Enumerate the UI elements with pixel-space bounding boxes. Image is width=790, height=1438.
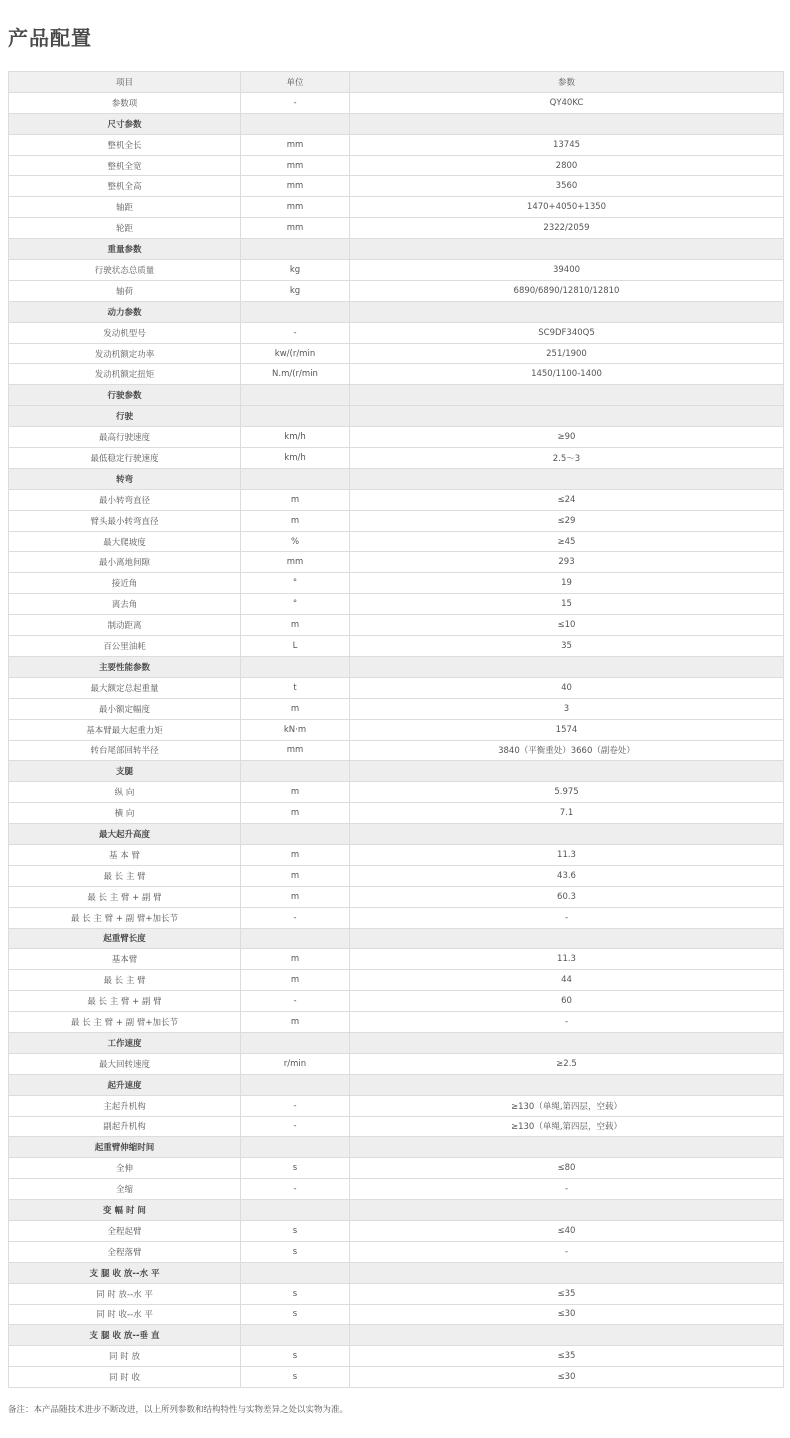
cell-item: 轴距 <box>9 197 241 218</box>
cell-value: 3840（平衡重处）3660（副卷处） <box>350 740 784 761</box>
cell-item: 全伸 <box>9 1158 241 1179</box>
cell-unit: ° <box>241 573 350 594</box>
cell-value: 5.975 <box>350 782 784 803</box>
section-empty-cell <box>241 1200 350 1221</box>
cell-item: 最高行驶速度 <box>9 427 241 448</box>
table-row <box>9 782 784 803</box>
section-empty-cell <box>241 1325 350 1346</box>
cell-item: 最 长 主 臂 <box>9 865 241 886</box>
section-label: 最大起升高度 <box>9 824 241 845</box>
cell-unit: s <box>241 1220 350 1241</box>
cell-unit: mm <box>241 134 350 155</box>
table-row <box>9 1367 784 1388</box>
cell-item: 最大额定总起重量 <box>9 677 241 698</box>
cell-item: 行驶状态总质量 <box>9 260 241 281</box>
cell-unit: kN·m <box>241 719 350 740</box>
cell-unit: L <box>241 636 350 657</box>
section-empty-cell <box>241 656 350 677</box>
table-header-row <box>9 72 784 93</box>
cell-unit: m <box>241 489 350 510</box>
section-empty-cell <box>350 928 784 949</box>
cell-unit: m <box>241 886 350 907</box>
section-empty-cell <box>350 656 784 677</box>
cell-item: 同 时 放 <box>9 1346 241 1367</box>
cell-item: 最小额定幅度 <box>9 698 241 719</box>
table-row <box>9 1304 784 1325</box>
table-section-row <box>9 385 784 406</box>
cell-value: 44 <box>350 970 784 991</box>
cell-value: ≤29 <box>350 510 784 531</box>
section-label: 转弯 <box>9 468 241 489</box>
cell-value: ≥2.5 <box>350 1053 784 1074</box>
cell-value: ≥130（单绳,第四层，空载） <box>350 1095 784 1116</box>
cell-item: 最 长 主 臂 + 副 臂+加长节 <box>9 1012 241 1033</box>
table-row <box>9 1053 784 1074</box>
table-row <box>9 719 784 740</box>
section-label: 重量参数 <box>9 239 241 260</box>
table-section-row <box>9 1074 784 1095</box>
cell-unit: s <box>241 1241 350 1262</box>
cell-unit: m <box>241 698 350 719</box>
cell-item: 主起升机构 <box>9 1095 241 1116</box>
section-label: 尺寸参数 <box>9 113 241 134</box>
section-empty-cell <box>241 1137 350 1158</box>
cell-unit: m <box>241 803 350 824</box>
cell-item: 副起升机构 <box>9 1116 241 1137</box>
cell-value: 293 <box>350 552 784 573</box>
table-row <box>9 803 784 824</box>
cell-item: 最 长 主 臂 + 副 臂+加长节 <box>9 907 241 928</box>
table-row <box>9 1283 784 1304</box>
cell-unit: r/min <box>241 1053 350 1074</box>
cell-item: 基 本 臂 <box>9 844 241 865</box>
cell-unit: km/h <box>241 427 350 448</box>
section-empty-cell <box>241 761 350 782</box>
cell-item: 整机全长 <box>9 134 241 155</box>
table-row <box>9 886 784 907</box>
cell-value: 251/1900 <box>350 343 784 364</box>
cell-value: 6890/6890/12810/12810 <box>350 280 784 301</box>
cell-item: 基本臂最大起重力矩 <box>9 719 241 740</box>
cell-item: 转台尾部回转半径 <box>9 740 241 761</box>
cell-item: 最 长 主 臂 + 副 臂 <box>9 991 241 1012</box>
table-row <box>9 1095 784 1116</box>
table-row <box>9 991 784 1012</box>
cell-unit: mm <box>241 176 350 197</box>
table-section-row <box>9 1200 784 1221</box>
cell-value: 60.3 <box>350 886 784 907</box>
table-row <box>9 92 784 113</box>
cell-item: 离去角 <box>9 594 241 615</box>
cell-unit: mm <box>241 218 350 239</box>
table-row <box>9 844 784 865</box>
cell-unit: mm <box>241 155 350 176</box>
cell-unit: kg <box>241 260 350 281</box>
cell-value: ≤40 <box>350 1220 784 1241</box>
table-section-row <box>9 301 784 322</box>
cell-unit: m <box>241 615 350 636</box>
table-row <box>9 1241 784 1262</box>
cell-value: ≤10 <box>350 615 784 636</box>
table-row <box>9 489 784 510</box>
table-section-row <box>9 928 784 949</box>
section-empty-cell <box>350 1325 784 1346</box>
table-row <box>9 134 784 155</box>
section-empty-cell <box>241 928 350 949</box>
table-row <box>9 531 784 552</box>
section-empty-cell <box>350 301 784 322</box>
cell-item: 臂头最小转弯直径 <box>9 510 241 531</box>
cell-item: 全缩 <box>9 1179 241 1200</box>
cell-value: 13745 <box>350 134 784 155</box>
cell-item: 制动距离 <box>9 615 241 636</box>
cell-unit: - <box>241 1116 350 1137</box>
cell-unit: ° <box>241 594 350 615</box>
cell-value: 19 <box>350 573 784 594</box>
section-label: 支 腿 收 放--垂 直 <box>9 1325 241 1346</box>
cell-value: 3560 <box>350 176 784 197</box>
cell-value: - <box>350 907 784 928</box>
section-label: 起升速度 <box>9 1074 241 1095</box>
cell-item: 整机全宽 <box>9 155 241 176</box>
cell-unit: - <box>241 322 350 343</box>
cell-item: 同 时 放--水 平 <box>9 1283 241 1304</box>
cell-item: 发动机额定功率 <box>9 343 241 364</box>
cell-value: 35 <box>350 636 784 657</box>
table-row <box>9 740 784 761</box>
cell-value: ≤80 <box>350 1158 784 1179</box>
table-row <box>9 1012 784 1033</box>
cell-unit: mm <box>241 197 350 218</box>
table-row <box>9 343 784 364</box>
table-row <box>9 865 784 886</box>
cell-value: - <box>350 1241 784 1262</box>
section-label: 工作速度 <box>9 1032 241 1053</box>
table-row <box>9 448 784 469</box>
cell-item: 最 长 主 臂 <box>9 970 241 991</box>
cell-value: 60 <box>350 991 784 1012</box>
footnote: 备注：本产品随技术进步不断改进，以上所列参数和结构特性与实物差异之处以实物为准。 <box>8 1405 349 1415</box>
cell-value: 7.1 <box>350 803 784 824</box>
cell-item: 百公里油耗 <box>9 636 241 657</box>
cell-unit: mm <box>241 552 350 573</box>
table-row <box>9 197 784 218</box>
cell-value: 39400 <box>350 260 784 281</box>
section-empty-cell <box>241 385 350 406</box>
table-section-row <box>9 761 784 782</box>
cell-item: 轮距 <box>9 218 241 239</box>
cell-unit: N.m/(r/min <box>241 364 350 385</box>
table-row <box>9 1179 784 1200</box>
cell-item: 最小转弯直径 <box>9 489 241 510</box>
table-row <box>9 698 784 719</box>
table-section-row <box>9 824 784 845</box>
cell-unit: m <box>241 510 350 531</box>
table-row <box>9 155 784 176</box>
section-label: 支 腿 收 放--水 平 <box>9 1262 241 1283</box>
cell-unit: s <box>241 1346 350 1367</box>
table-row <box>9 218 784 239</box>
cell-unit: m <box>241 865 350 886</box>
cell-unit: s <box>241 1158 350 1179</box>
cell-unit: mm <box>241 740 350 761</box>
table-row <box>9 1116 784 1137</box>
cell-value: ≥45 <box>350 531 784 552</box>
cell-item: 基本臂 <box>9 949 241 970</box>
section-label: 行驶参数 <box>9 385 241 406</box>
cell-value: ≤35 <box>350 1346 784 1367</box>
section-empty-cell <box>350 1032 784 1053</box>
header-unit: 单位 <box>241 72 350 93</box>
section-empty-cell <box>350 406 784 427</box>
table-row <box>9 1220 784 1241</box>
cell-value: ≤24 <box>350 489 784 510</box>
cell-value: 2322/2059 <box>350 218 784 239</box>
cell-unit: m <box>241 1012 350 1033</box>
table-row <box>9 427 784 448</box>
section-empty-cell <box>350 385 784 406</box>
table-row <box>9 970 784 991</box>
cell-value: 1574 <box>350 719 784 740</box>
cell-unit: s <box>241 1304 350 1325</box>
cell-unit: - <box>241 1179 350 1200</box>
table-row <box>9 907 784 928</box>
cell-item: 纵 向 <box>9 782 241 803</box>
cell-value: ≤30 <box>350 1367 784 1388</box>
section-label: 变 幅 时 间 <box>9 1200 241 1221</box>
section-empty-cell <box>350 1137 784 1158</box>
section-empty-cell <box>350 761 784 782</box>
cell-value: 43.6 <box>350 865 784 886</box>
section-empty-cell <box>350 468 784 489</box>
cell-item: 发动机型号 <box>9 322 241 343</box>
section-label: 行驶 <box>9 406 241 427</box>
cell-value: 2800 <box>350 155 784 176</box>
section-empty-cell <box>350 1074 784 1095</box>
table-section-row <box>9 1032 784 1053</box>
table-row <box>9 594 784 615</box>
cell-unit: m <box>241 782 350 803</box>
cell-unit: m <box>241 844 350 865</box>
cell-value: 1470+4050+1350 <box>350 197 784 218</box>
table-section-row <box>9 656 784 677</box>
section-empty-cell <box>241 1032 350 1053</box>
section-empty-cell <box>241 468 350 489</box>
header-item: 项目 <box>9 72 241 93</box>
cell-unit: - <box>241 92 350 113</box>
spec-table-body <box>9 92 784 1387</box>
table-row <box>9 322 784 343</box>
cell-item: 参数项 <box>9 92 241 113</box>
cell-value: ≤30 <box>350 1304 784 1325</box>
table-row <box>9 573 784 594</box>
cell-unit: m <box>241 970 350 991</box>
cell-value: 3 <box>350 698 784 719</box>
table-row <box>9 176 784 197</box>
cell-value: QY40KC <box>350 92 784 113</box>
cell-item: 横 向 <box>9 803 241 824</box>
cell-value: 40 <box>350 677 784 698</box>
section-label: 起重臂伸缩时间 <box>9 1137 241 1158</box>
section-empty-cell <box>350 1200 784 1221</box>
cell-item: 最大爬坡度 <box>9 531 241 552</box>
table-row <box>9 552 784 573</box>
table-row <box>9 1158 784 1179</box>
cell-item: 最 长 主 臂 + 副 臂 <box>9 886 241 907</box>
cell-value: - <box>350 1012 784 1033</box>
cell-unit: s <box>241 1367 350 1388</box>
section-empty-cell <box>241 301 350 322</box>
section-empty-cell <box>241 1074 350 1095</box>
page-title: 产品配置 <box>8 26 92 50</box>
cell-value: 1450/1100-1400 <box>350 364 784 385</box>
section-label: 动力参数 <box>9 301 241 322</box>
cell-unit: s <box>241 1283 350 1304</box>
table-section-row <box>9 113 784 134</box>
section-empty-cell <box>350 239 784 260</box>
cell-value: ≤35 <box>350 1283 784 1304</box>
cell-unit: m <box>241 949 350 970</box>
section-label: 主要性能参数 <box>9 656 241 677</box>
table-section-row <box>9 1262 784 1283</box>
cell-value: - <box>350 1179 784 1200</box>
cell-value: 15 <box>350 594 784 615</box>
cell-unit: - <box>241 1095 350 1116</box>
spec-table <box>8 71 784 1388</box>
cell-item: 发动机额定扭矩 <box>9 364 241 385</box>
section-label: 起重臂长度 <box>9 928 241 949</box>
cell-value: ≥90 <box>350 427 784 448</box>
cell-item: 最低稳定行驶速度 <box>9 448 241 469</box>
cell-unit: t <box>241 677 350 698</box>
table-row <box>9 615 784 636</box>
table-row <box>9 1346 784 1367</box>
table-section-row <box>9 406 784 427</box>
cell-item: 最小离地间隙 <box>9 552 241 573</box>
table-row <box>9 677 784 698</box>
cell-item: 整机全高 <box>9 176 241 197</box>
cell-unit: % <box>241 531 350 552</box>
cell-value: 11.3 <box>350 949 784 970</box>
section-label: 支腿 <box>9 761 241 782</box>
table-row <box>9 280 784 301</box>
table-row <box>9 636 784 657</box>
cell-item: 同 时 收 <box>9 1367 241 1388</box>
cell-item: 全程起臂 <box>9 1220 241 1241</box>
table-row <box>9 364 784 385</box>
table-section-row <box>9 1325 784 1346</box>
section-empty-cell <box>241 406 350 427</box>
cell-item: 最大回转速度 <box>9 1053 241 1074</box>
cell-item: 接近角 <box>9 573 241 594</box>
table-section-row <box>9 1137 784 1158</box>
section-empty-cell <box>241 1262 350 1283</box>
table-row <box>9 510 784 531</box>
cell-unit: - <box>241 991 350 1012</box>
cell-item: 轴荷 <box>9 280 241 301</box>
cell-value: ≥130（单绳,第四层，空载） <box>350 1116 784 1137</box>
table-row <box>9 949 784 970</box>
section-empty-cell <box>350 824 784 845</box>
table-section-row <box>9 468 784 489</box>
section-empty-cell <box>350 1262 784 1283</box>
header-value: 参数 <box>350 72 784 93</box>
cell-unit: kw/(r/min <box>241 343 350 364</box>
cell-item: 全程落臂 <box>9 1241 241 1262</box>
section-empty-cell <box>241 113 350 134</box>
table-section-row <box>9 239 784 260</box>
cell-value: 2.5～3 <box>350 448 784 469</box>
section-empty-cell <box>350 113 784 134</box>
cell-value: 11.3 <box>350 844 784 865</box>
section-empty-cell <box>241 239 350 260</box>
table-row <box>9 260 784 281</box>
section-empty-cell <box>241 824 350 845</box>
cell-unit: kg <box>241 280 350 301</box>
cell-value: SC9DF340Q5 <box>350 322 784 343</box>
cell-unit: - <box>241 907 350 928</box>
cell-unit: km/h <box>241 448 350 469</box>
cell-item: 同 时 收--水 平 <box>9 1304 241 1325</box>
